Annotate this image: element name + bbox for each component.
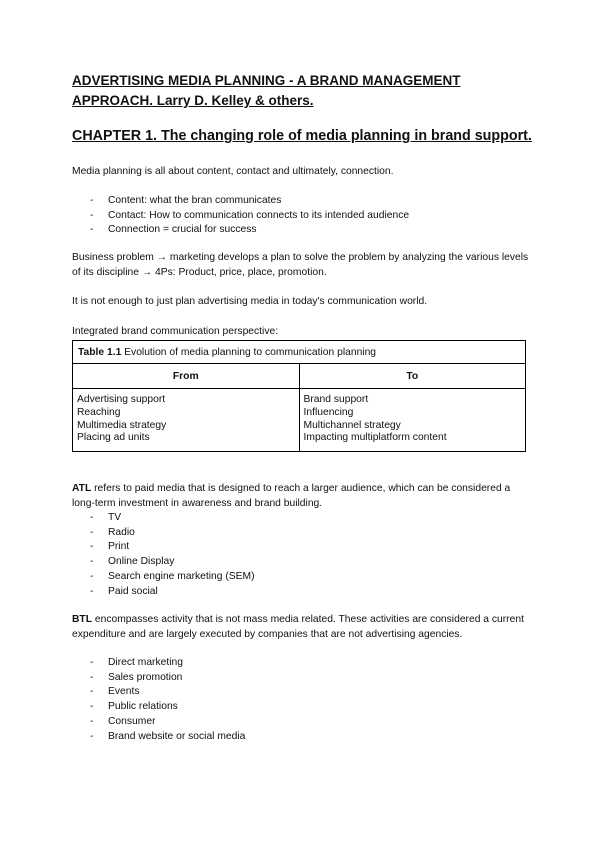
from-item: Advertising support bbox=[77, 394, 166, 405]
to-item: Multichannel strategy bbox=[303, 419, 401, 431]
atl-term: ATL bbox=[72, 483, 92, 494]
list-item: - Consumer bbox=[90, 715, 245, 730]
evolution-table bbox=[72, 340, 526, 452]
atl-paragraph bbox=[72, 482, 532, 511]
business-problem-paragraph: Business problem → marketing develops a plan to solve the problem by analyzing the various levels of its discipline → 4Ps: Product, price, place, promotion. bbox=[72, 252, 529, 278]
btl-paragraph bbox=[72, 613, 532, 642]
to-cell bbox=[299, 389, 526, 452]
list-item: - Events bbox=[90, 685, 245, 700]
to-item: Influencing bbox=[303, 406, 354, 418]
btl-definition: encompasses activity that is not mass media related. These activities are considered a current expenditure and are largely executed by companies that are not advertising agencies. bbox=[72, 614, 524, 640]
list-item: - Connection = crucial for success bbox=[90, 223, 409, 238]
to-item: Impacting multiplatform content bbox=[303, 432, 447, 444]
from-cell bbox=[73, 389, 300, 452]
list-item: - Direct marketing bbox=[90, 656, 245, 671]
btl-term: BTL bbox=[72, 614, 93, 625]
document-title: ADVERTISING MEDIA PLANNING - A BRAND MANAGEMENT APPROACH. Larry D. Kelley & others. bbox=[72, 73, 461, 108]
list-item: - Paid social bbox=[90, 585, 255, 600]
list-item: - Content: what the bran communicates bbox=[90, 194, 409, 209]
column-header-from: From bbox=[73, 364, 300, 389]
from-item: Multimedia strategy bbox=[77, 419, 167, 431]
table-caption-text: Evolution of media planning to communication planning bbox=[121, 346, 377, 358]
not-enough-paragraph: It is not enough to just plan advertising media in today's communication world. bbox=[72, 296, 428, 307]
btl-list bbox=[90, 656, 245, 744]
chapter-heading: CHAPTER 1. The changing role of media planning in brand support. bbox=[72, 128, 532, 144]
column-header-to: To bbox=[299, 364, 526, 389]
intro-paragraph: Media planning is all about content, contact and ultimately, connection. bbox=[72, 166, 394, 177]
to-item: Brand support bbox=[303, 394, 369, 405]
atl-list bbox=[90, 511, 255, 599]
list-item: - Search engine marketing (SEM) bbox=[90, 570, 255, 585]
table-caption bbox=[73, 341, 526, 364]
list-item: - Contact: How to communication connects to its intended audience bbox=[90, 209, 409, 224]
list-item: - Public relations bbox=[90, 700, 245, 715]
list-item: - Sales promotion bbox=[90, 671, 245, 686]
list-item: - Print bbox=[90, 540, 255, 555]
list-item: - Radio bbox=[90, 526, 255, 541]
list-item: - Brand website or social media bbox=[90, 730, 245, 745]
list-item: - TV bbox=[90, 511, 255, 526]
from-item: Reaching bbox=[77, 406, 121, 418]
list-item: - Online Display bbox=[90, 555, 255, 570]
from-item: Placing ad units bbox=[77, 432, 150, 444]
three-c-list bbox=[90, 194, 409, 238]
atl-definition: refers to paid media that is designed to reach a larger audience, which can be considered a long-term investment in awareness and brand building. bbox=[72, 483, 511, 509]
table-caption-label: Table 1.1 bbox=[78, 346, 122, 358]
integrated-label: Integrated brand communication perspective: bbox=[72, 326, 279, 337]
